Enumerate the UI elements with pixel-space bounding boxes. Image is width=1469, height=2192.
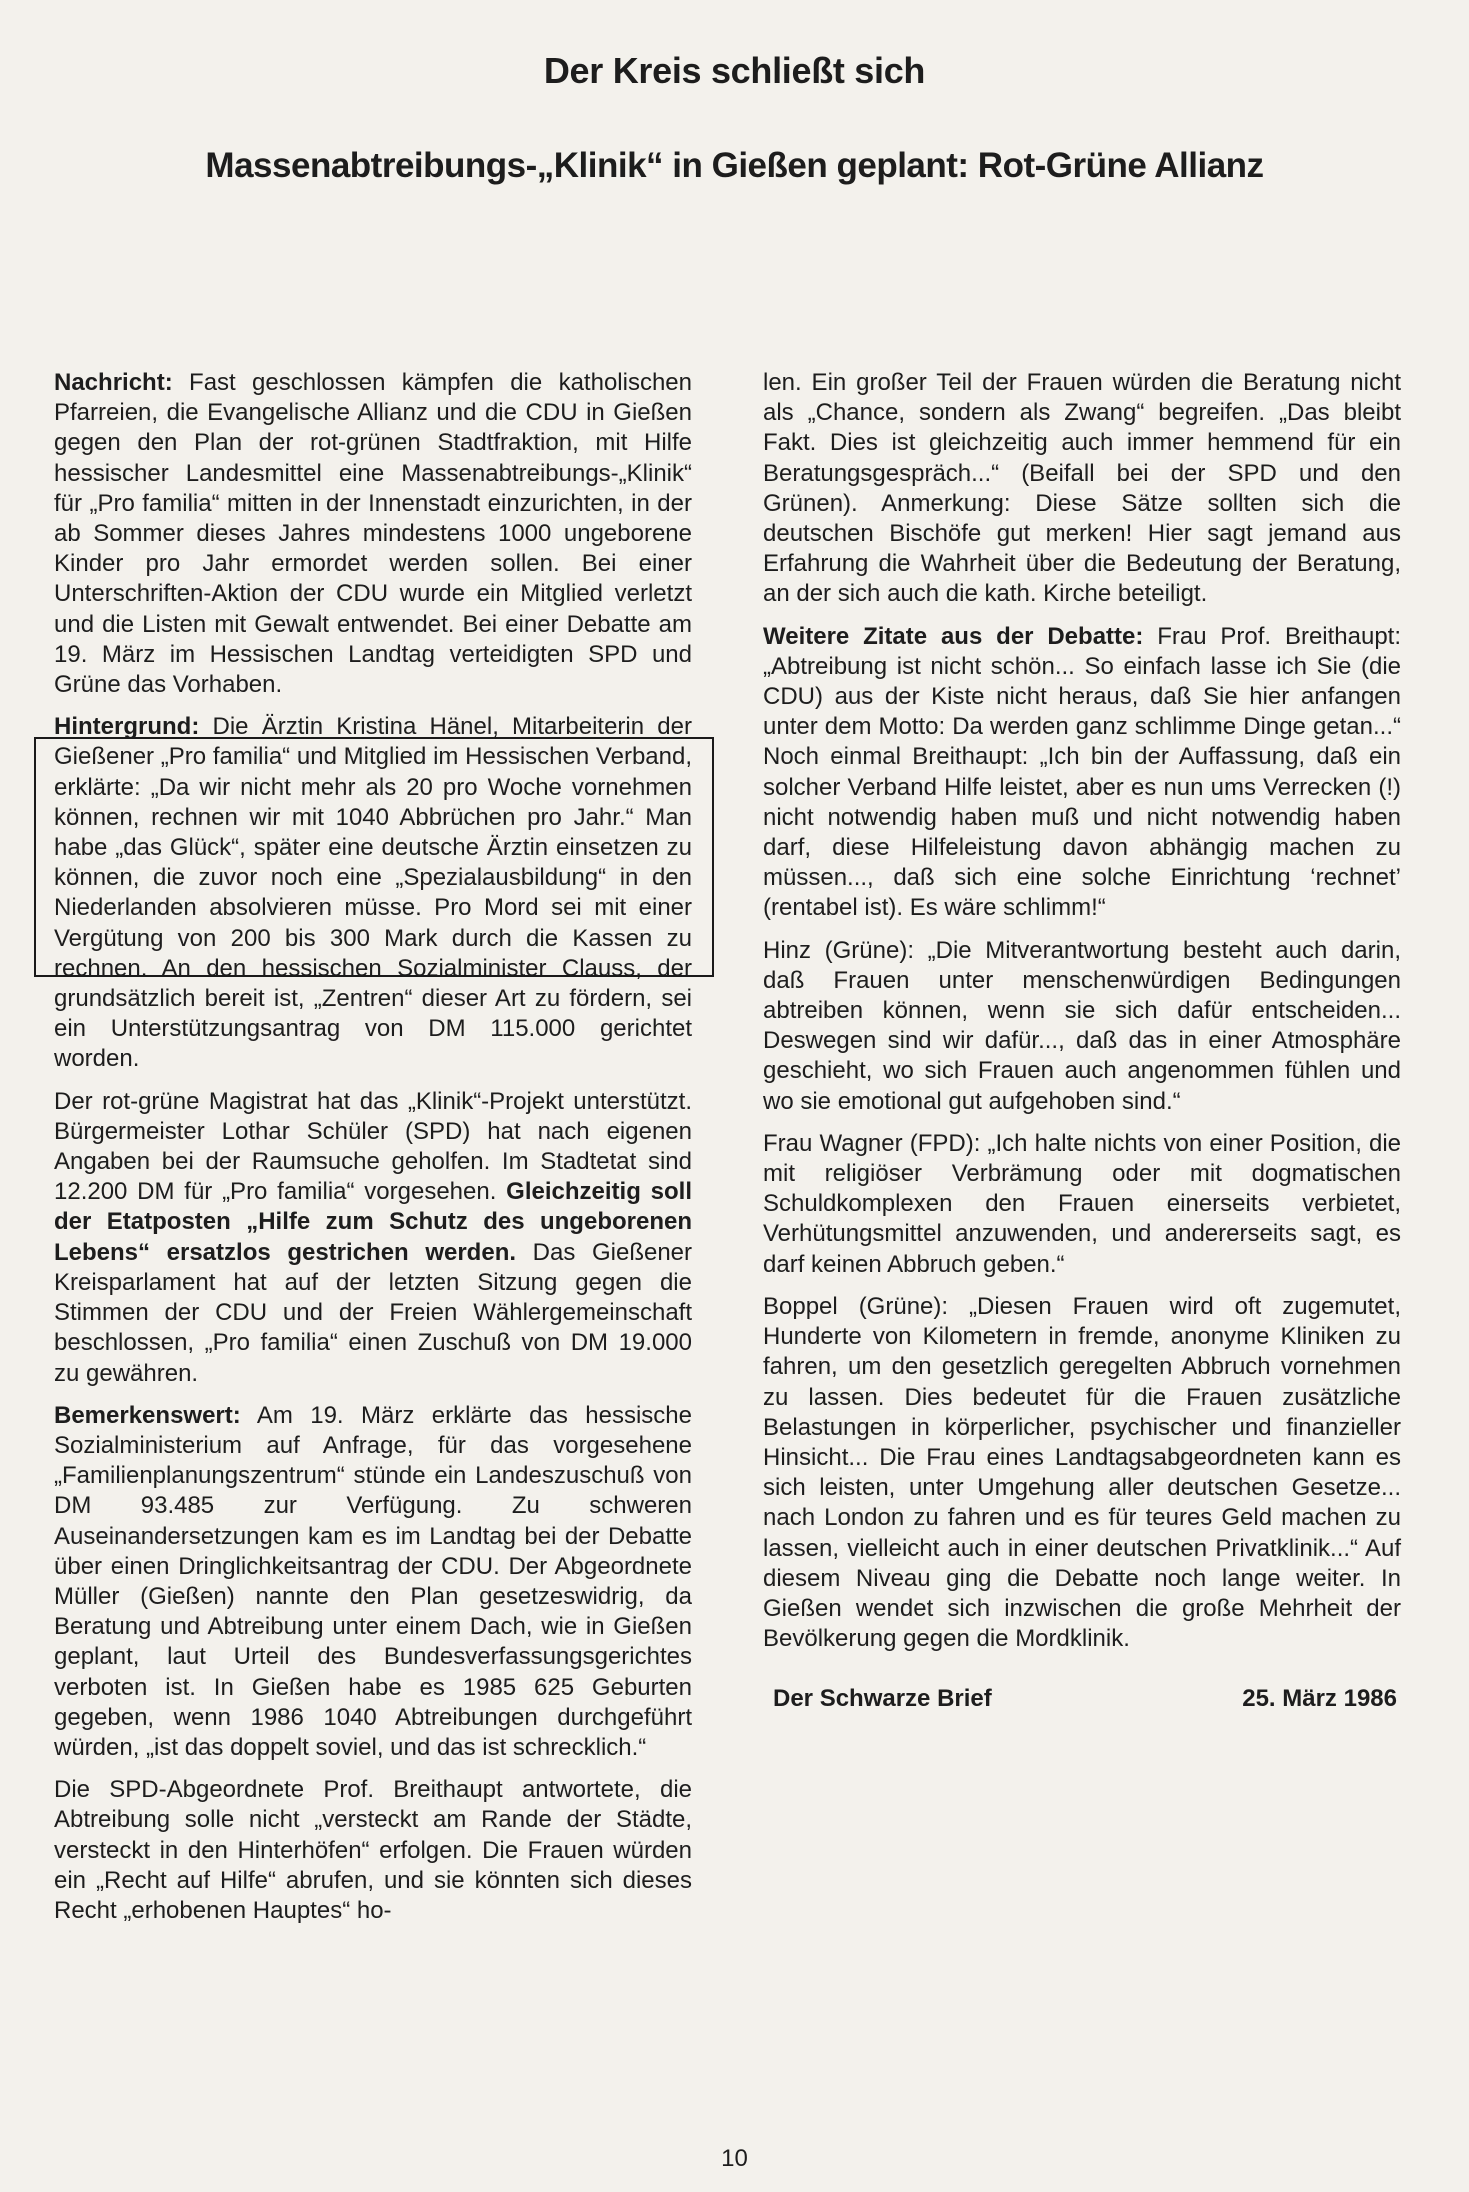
paragraph-breithaupt xyxy=(54,1775,692,1926)
paragraph-text: Das Gießener Kreisparlament hat auf der letzten Sitzung gegen die Stimmen der CDU und der Freien Wählergemeinschaft beschlossen, „Pro familia“ einen Zuschuß von DM 19.000 zu gewähren. xyxy=(54,1238,693,1387)
paragraph-text: Frau Wagner (FPD): „Ich halte nichts von einer Position, die mit religiöser Verbrämung oder mit dogmatischen Schuldkomplexen den Frauen einerseits verbietet, Verhütungsmittel anzuwenden, und andererseits sagt, es darf keinen Abbruch geben.“ xyxy=(763,1129,1401,1278)
page-number: 10 xyxy=(721,2145,748,2172)
paragraph-magistrat xyxy=(54,1087,692,1389)
left-column xyxy=(54,368,692,1938)
paragraph-text: Die Ärztin Kristina Hänel, Mitarbeiterin der Gießener „Pro familia“ und Mitglied im Hessischen Verband, erklärte: „Da wir nicht mehr als 20 pro Woche vornehmen können, rechnen wir mit 1040 Abbrüchen pro Jahr.“ Man habe „das Glück“, später eine deutsche Ärztin einsetzen zu können, die zuvor noch eine „Spezialausbildung“ in den Niederlanden absolvieren müsse. Pro Mord sei mit einer Vergütung von 200 bis 300 Mark durch die Kassen zu rechnen. An den hessischen Sozialminister Clauss, der grundsätzlich bereit ist, „Zentren“ dieser Art zu fördern, sei ein Unterstützungsantrag von DM 115.000 gerichtet worden. xyxy=(54,713,692,1073)
signature-line xyxy=(763,1684,1401,1714)
paragraph-boppel xyxy=(763,1292,1401,1654)
paragraph-text: Am 19. März erklärte das hessische Sozialministerium auf Anfrage, für das vorgesehene „Familienplanungszentrum“ stünde ein Landeszuschuß von DM 93.485 zur Verfügung. Zu schweren Auseinandersetzungen kam es im Landtag bei der Debatte über einen Dringlichkeitsantrag der CDU. Der Abgeordnete Müller (Gießen) nannte den Plan gesetzeswidrig, da Beratung und Abtreibung unter einem Dach, wie in Gießen geplant, laut Urteil des Bundesverfassungsgerichtes verboten ist. In Gießen habe es 1985 625 Geburten gegeben, wenn 1986 1040 Abtreibungen durchgeführt würden, „ist das doppelt soviel, und das ist schrecklich.“ xyxy=(54,1401,692,1761)
paragraph-continuation xyxy=(763,368,1401,610)
paragraph-wagner xyxy=(763,1129,1401,1280)
paragraph-bold-text: Gleichzeitig soll der Etatposten „Hilfe zum Schutz des ungeborenen Lebens“ ersatzlos gestrichen werden. xyxy=(54,1178,692,1266)
article-subtitle: Massenabtreibungs-„Klinik“ in Gießen geplant: Rot-Grüne Allianz xyxy=(205,146,1264,185)
right-column xyxy=(763,368,1401,1715)
paragraph-bemerkenswert xyxy=(54,1401,692,1763)
paragraph-hintergrund xyxy=(54,712,692,1074)
lead-label: Nachricht: xyxy=(54,369,173,396)
paragraph-text: Boppel (Grüne): „Diesen Frauen wird oft zugemutet, Hunderte von Kilometern in fremde, anonyme Kliniken zu fahren, um den gesetzlich geregelten Abbruch vornehmen zu lassen. Dies bedeutet für die Frauen zusätzliche Belastungen in körperlicher, psychischer und finanzieller Hinsicht... Die Frau eines Landtagsabgeordneten kann es sich leisten, unter Umgehung aller deutschen Gesetze... nach London zu fahren und es für teures Geld machen zu lassen, vielleicht auch in einer deutschen Privatklinik...“ Auf diesem Niveau ging die Debatte noch lange weiter. In Gießen wendet sich inzwischen die große Mehrheit der Bevölkerung gegen die Mordklinik. xyxy=(763,1292,1401,1653)
paragraph-text: Die SPD-Abgeordnete Prof. Breithaupt antwortete, die Abtreibung solle nicht „versteckt am Rande der Städte, versteckt in den Hinterhöfen“ erfolgen. Die Frauen würden ein „Recht auf Hilfe“ abrufen, und sie könnten sich dieses Recht „erhobenen Hauptes“ ho- xyxy=(54,1776,692,1924)
article-title: Der Kreis schließt sich xyxy=(543,50,926,91)
source-name: Der Schwarze Brief xyxy=(773,1685,992,1713)
paragraph-text: Der rot-grüne Magistrat hat das „Klinik“-Projekt unterstützt. Bürgermeister Lothar Schüler (SPD) hat nach eigenen Angaben bei der Raumsuche geholfen. Im Stadtetat sind 12.200 DM für „Pro familia“ vorgesehen. xyxy=(54,1087,692,1206)
paragraph-text: Hinz (Grüne): „Die Mitverantwortung besteht auch darin, daß Frauen unter menschenwürdigen Bedingungen abtreiben können, wenn sie sich dafür entscheiden... Deswegen sind wir dafür..., daß das in einer Atmosphäre geschieht, wo sich Frauen auch angenommen fühlen und wo sie emotional gut aufgehoben sind.“ xyxy=(763,936,1401,1115)
paragraph-hinz xyxy=(763,936,1401,1117)
paragraph-text: Fast geschlossen kämpfen die katholischen Pfarreien, die Evangelische Allianz und die CDU in Gießen gegen den Plan der rot-grünen Stadtfraktion, mit Hilfe hessischer Landesmittel eine Massenabtreibungs-„Klinik“ für „Pro familia“ mitten in der Innenstadt einzurichten, in der ab Sommer dieses Jahres mindestens 1000 ungeborene Kinder pro Jahr ermordet werden sollen. Bei einer Unterschriften-Aktion der CDU wurde ein Mitglied verletzt und die Listen mit Gewalt entwendet. Bei einer Debatte am 19. März im Hessischen Landtag verteidigten SPD und Grüne das Vorhaben. xyxy=(54,369,692,699)
paragraph-text: len. Ein großer Teil der Frauen würden die Beratung nicht als „Chance, sondern als Zwang“ begreifen. „Das bleibt Fakt. Dies ist gleichzeitig auch immer hemmend für ein Beratungsgespräch...“ (Beifall bei der SPD und den Grünen). Anmerkung: Diese Sätze sollten sich die deutschen Bischöfe gut merken! Hier sagt jemand aus Erfahrung die Wahrheit über die Bedeutung der Beratung, an der sich auch die kath. Kirche beteiligt. xyxy=(763,369,1401,608)
source-date: 25. März 1986 xyxy=(1242,1685,1397,1713)
lead-label: Weitere Zitate aus der Debatte: xyxy=(763,622,1144,650)
paragraph-nachricht xyxy=(54,368,692,700)
paragraph-zitate xyxy=(763,622,1401,924)
lead-label: Hintergrund: xyxy=(54,713,200,741)
lead-label: Bemerkenswert: xyxy=(54,1401,241,1429)
paragraph-text: Frau Prof. Breithaupt: „Abtreibung ist nicht schön... So einfach lasse ich Sie (die CDU) aus der Kiste nicht heraus, daß Sie hier anfangen unter dem Motto: Da werden ganz schlimme Dinge getan...“ Noch einmal Breithaupt: „Ich bin der Auffassung, daß ein solcher Verband Hilfe leistet, aber es nun ums Verrecken (!) nicht notwendig haben muß und nicht notwendig haben darf, diese Hilfeleistung davon abhängig machen zu müssen..., daß sich eine solche Einrichtung ‘rechnet’ (rentabel ist). Es wäre schlimm!“ xyxy=(763,622,1402,922)
